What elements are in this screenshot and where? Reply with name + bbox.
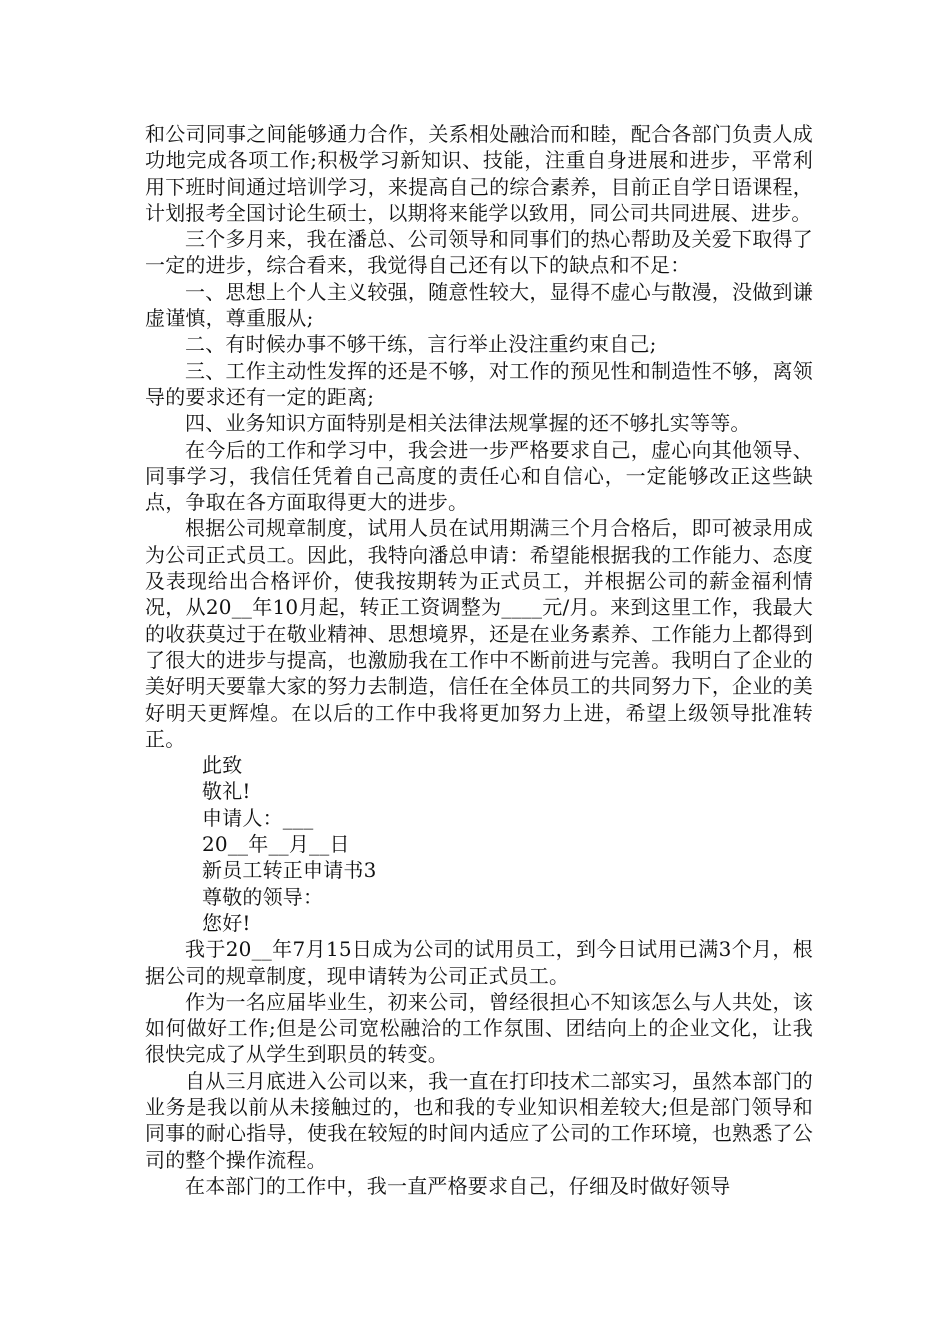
greeting: 尊敬的领导： xyxy=(202,884,324,909)
closing-regards: 敬礼! xyxy=(202,779,251,804)
paragraph-trial-period: 我于20__年7月15日成为公司的试用员工，到今日试用已满3个月，根据公司的规章制度，现申请转为公司正式员工。 xyxy=(145,937,813,988)
paragraph-improvement: 在今后的工作和学习中，我会进一步严格要求自己，虚心向其他领导、同事学习，我信任凭着自己高度的责任心和自信心，一定能够改正这些缺点，争取在各方面取得更大的进步。 xyxy=(145,437,813,515)
paragraph-department-work: 在本部门的工作中，我一直严格要求自己，仔细及时做好领导 xyxy=(185,1173,731,1198)
list-item-shortcoming-2: 二、有时候办事不够干练，言行举止没注重约束自己; xyxy=(185,332,657,357)
date-line: 20__年__月__日 xyxy=(202,832,350,857)
section-title: 新员工转正申请书3 xyxy=(202,858,377,883)
paragraph-request: 根据公司规章制度，试用人员在试用期满三个月合格后，即可被录用成为公司正式员工。因此，我特向潘总申请：希望能根据我的工作能力、态度及表现给出合格评价，使我按期转为正式员工，并根据公司的薪金福利情况，从20__年10月起，转正工资调整为____元/月。来到这里工作，我最大的收获莫过于在敬业精神、思想境界，还是在业务素养、工作能力上都得到了很大的进步与提高，也激励我在工作中不断前进与完善。我明白了企业的美好明天要靠大家的努力去制造，信任在全体员工的共同努力下，企业的美好明天更辉煌。在以后的工作中我将更加努力上进，希望上级领导批准转正。 xyxy=(145,516,813,751)
list-item-shortcoming-4: 四、业务知识方面特别是相关法律法规掌握的还不够扎实等等。 xyxy=(185,411,751,436)
list-item-shortcoming-3: 三、工作主动性发挥的还是不够，对工作的预见性和制造性不够，离领导的要求还有一定的距离; xyxy=(145,358,813,409)
applicant-line: 申请人：___ xyxy=(202,805,314,830)
list-item-shortcoming-1: 一、思想上个人主义较强，随意性较大，显得不虚心与散漫，没做到谦虚谨慎，尊重服从; xyxy=(145,279,813,331)
closing-salutation: 此致 xyxy=(202,753,243,778)
paragraph-internship: 自从三月底进入公司以来，我一直在打印技术二部实习，虽然本部门的业务是我以前从未接触过的，也和我的专业知识相差较大;但是部门领导和同事的耐心指导，使我在较短的时间内适应了公司的工作环境，也熟悉了公司的整个操作流程。 xyxy=(145,1068,813,1172)
hello-line: 您好! xyxy=(202,910,251,935)
paragraph-continuation: 和公司同事之间能够通力合作，关系相处融洽而和睦，配合各部门负责人成功地完成各项工作;积极学习新知识、技能，注重自身进展和进步，平常利用下班时间通过培训学习，来提高自己的综合素养，目前正自学日语课程，计划报考全国讨论生硕士，以期将来能学以致用，同公司共同进展、进步。 xyxy=(145,122,813,225)
paragraph-progress: 三个多月来，我在潘总、公司领导和同事们的热心帮助及关爱下取得了一定的进步，综合看来，我觉得自己还有以下的缺点和不足： xyxy=(145,227,813,278)
paragraph-adaptation: 作为一名应届毕业生，初来公司，曾经很担心不知该怎么与人共处，该如何做好工作;但是公司宽松融洽的工作氛围、团结向上的企业文化，让我很快完成了从学生到职员的转变。 xyxy=(145,989,813,1067)
document-page xyxy=(145,121,813,1199)
